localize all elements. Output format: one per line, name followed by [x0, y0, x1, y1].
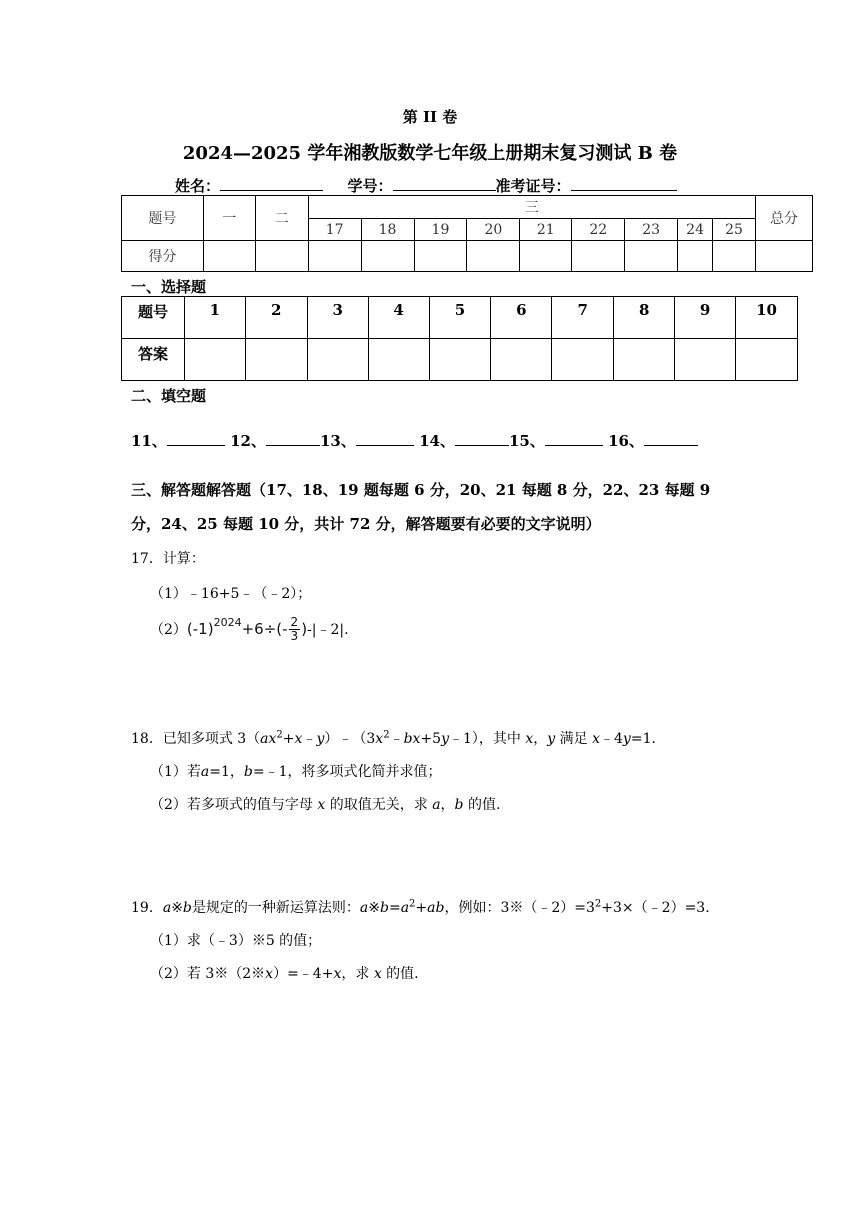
answer-row-label: 答案 — [122, 339, 185, 381]
score-table — [121, 195, 813, 272]
section2-heading: 二、填空题 — [131, 387, 207, 405]
q17-part1: （1）﹣16+5﹣（﹣2）； — [150, 586, 312, 602]
blank-label: 16、 — [608, 432, 644, 450]
answer-cell[interactable] — [184, 339, 245, 381]
q17-formula: (-1) $^{2024}$ +6÷(- $\frac{2}{3}$ ) — [186, 614, 308, 643]
blank-answer[interactable] — [455, 430, 509, 446]
score-sub-col: 24 — [678, 219, 713, 241]
answer-cell[interactable] — [552, 339, 614, 381]
answer-cell[interactable] — [429, 339, 491, 381]
q17-part2-tail: -|﹣2|. — [307, 622, 349, 638]
blank-label: 13、 — [319, 432, 356, 450]
blank-label: 11、 — [131, 432, 167, 450]
blank-label: 14、 — [419, 432, 455, 450]
blank-answer[interactable] — [266, 430, 320, 446]
score-cell[interactable] — [361, 241, 414, 272]
q19-stem: 19．a※b是规定的一种新运算法则：$a※b=a^2+ab$，例如：$3※(﹣2)=3^2+3\times(﹣2)=3$. — [131, 898, 710, 916]
score-sub-col: 25 — [713, 219, 756, 241]
blank-answer[interactable] — [167, 430, 225, 446]
score-cell[interactable] — [756, 241, 813, 272]
score-cell[interactable] — [520, 241, 572, 272]
blank-label: 15、 — [508, 432, 545, 450]
score-sub-col: 21 — [520, 219, 572, 241]
answer-cell[interactable] — [614, 339, 675, 381]
formula-divide: +6÷(- — [241, 620, 288, 638]
name-label: 姓名： — [175, 177, 221, 195]
score-sub-col: 18 — [361, 219, 414, 241]
answer-number: 6 — [491, 297, 552, 339]
answer-number: 8 — [614, 297, 675, 339]
score-cell[interactable] — [255, 241, 308, 272]
q18-part2: （2）若多项式的值与字母 x 的取值无关，求 a，b 的值. — [150, 797, 501, 813]
score-sub-col: 20 — [467, 219, 520, 241]
q17-part2 — [150, 612, 349, 646]
q19-part2: （2）若 3※（2※x）=﹣4+x，求 x 的值. — [150, 966, 419, 982]
score-sub-col: 17 — [308, 219, 361, 241]
score-cell[interactable] — [713, 241, 756, 272]
answer-number: 9 — [675, 297, 736, 339]
answer-number: 1 — [184, 297, 245, 339]
fill-blank-line — [131, 430, 698, 451]
answer-number-label: 题号 — [122, 297, 185, 339]
student-info-line — [175, 175, 677, 196]
page-title: 2024—2025 学年湘教版数学七年级上册期末复习测试 B 卷 — [182, 143, 678, 164]
answer-table — [121, 296, 798, 381]
answer-number: 4 — [368, 297, 429, 339]
q17-part2-prefix: （2） — [150, 622, 187, 638]
score-total-label: 总分 — [756, 196, 813, 241]
section1-heading: 一、选择题 — [131, 278, 207, 296]
score-cell[interactable] — [308, 241, 361, 272]
section3-heading-line2: 分，24、25 每题 10 分，共计 72 分，解答题要有必要的文字说明） — [131, 515, 601, 533]
score-header-label: 题号 — [122, 196, 204, 241]
formula-base: (-1) — [186, 620, 214, 638]
answer-number: 10 — [736, 297, 798, 339]
answer-number: 5 — [429, 297, 491, 339]
blank-label: 12、 — [230, 432, 266, 450]
id-blank[interactable] — [393, 175, 496, 191]
score-cell[interactable] — [467, 241, 520, 272]
fraction-denominator: 3 — [290, 628, 299, 643]
ticket-blank[interactable] — [571, 175, 677, 191]
score-row-label: 得分 — [122, 241, 204, 272]
score-cell[interactable] — [625, 241, 678, 272]
score-sub-col: 23 — [625, 219, 678, 241]
blank-answer[interactable] — [356, 430, 414, 446]
answer-cell[interactable] — [491, 339, 552, 381]
score-col-three: 三 — [308, 196, 755, 219]
q18-part1: （1）若a=1，b=﹣1，将多项式化简并求值； — [150, 764, 442, 780]
q17-stem: 17．计算： — [131, 551, 205, 567]
answer-cell[interactable] — [368, 339, 429, 381]
score-cell[interactable] — [203, 241, 255, 272]
ticket-label: 准考证号： — [495, 177, 571, 195]
answer-number: 7 — [552, 297, 614, 339]
score-sub-col: 19 — [414, 219, 467, 241]
id-label: 学号： — [347, 177, 393, 195]
answer-number: 2 — [245, 297, 307, 339]
formula-fraction — [289, 616, 301, 643]
volume-label: 第 II 卷 — [402, 108, 458, 126]
score-col-one: 一 — [203, 196, 255, 241]
name-blank[interactable] — [220, 175, 323, 191]
section3-heading-line1: 三、解答题解答题（17、18、19 题每题 6 分，20、21 每题 8 分，22、23 每题 9 — [131, 481, 711, 499]
answer-cell[interactable] — [736, 339, 798, 381]
answer-cell[interactable] — [675, 339, 736, 381]
score-col-two: 二 — [255, 196, 308, 241]
score-cell[interactable] — [414, 241, 467, 272]
blank-answer[interactable] — [644, 430, 698, 446]
blank-answer[interactable] — [545, 430, 603, 446]
answer-number: 3 — [307, 297, 368, 339]
q18-stem: 18．已知多项式 $3(ax^2+x﹣y)﹣(3x^2﹣bx+5y﹣1)$，其中 x，y 满足 x﹣4y=1. — [131, 729, 656, 747]
q19-part1: （1）求（﹣3）※5 的值； — [150, 933, 322, 949]
answer-cell[interactable] — [307, 339, 368, 381]
score-cell[interactable] — [572, 241, 625, 272]
formula-close: ) — [301, 620, 308, 638]
fraction-numerator: 2 — [290, 614, 299, 629]
answer-cell[interactable] — [245, 339, 307, 381]
score-cell[interactable] — [678, 241, 713, 272]
score-sub-col: 22 — [572, 219, 625, 241]
